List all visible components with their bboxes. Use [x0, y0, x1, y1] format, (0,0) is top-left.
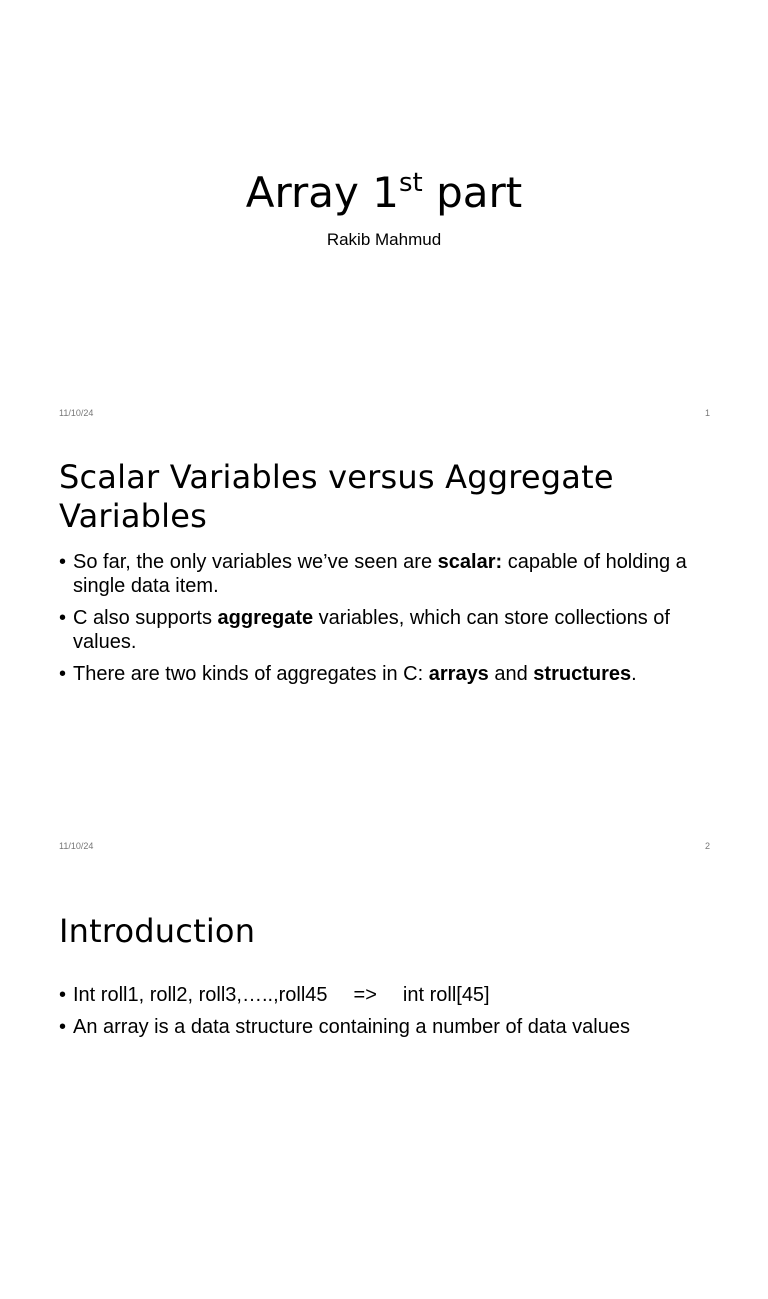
bullet-text: C also supports: [73, 607, 218, 629]
bullet-list: [59, 983, 729, 1047]
bullet-item: [59, 606, 729, 654]
slide-heading: Introduction: [59, 912, 256, 950]
bullet-bold-text: arrays: [428, 663, 489, 685]
bullet-item: [59, 550, 729, 598]
slide-heading: Scalar Variables versus Aggregate Variables: [59, 458, 614, 535]
bullet-text: and: [488, 663, 534, 685]
slide-introduction: [0, 866, 768, 1299]
title-superscript: st: [398, 168, 423, 198]
bullet-text: An array is a data structure containing a number of data values: [73, 1016, 630, 1038]
slide-date: 11/10/24: [59, 408, 94, 418]
title-text: Array 1: [245, 168, 399, 217]
slide-number: 2: [704, 841, 710, 851]
bullet-text: capable of holding a single data item.: [73, 551, 687, 597]
author-name: Rakib Mahmud: [326, 230, 442, 249]
bullet-bold-text: aggregate: [217, 607, 314, 629]
bullet-text: So far, the only variables we’ve seen are: [73, 551, 438, 573]
bullet-item: [59, 983, 729, 1007]
bullet-list: [59, 550, 729, 694]
bullet-bold-text: scalar:: [437, 551, 503, 573]
slide-date: 11/10/24: [59, 841, 94, 851]
arrow-text: =>: [353, 984, 377, 1006]
bullet-item: [59, 662, 729, 686]
bullet-text: int roll[45]: [402, 984, 490, 1006]
bullet-text: variables, which can store collections of values.: [73, 607, 670, 653]
slide-title: [0, 0, 768, 433]
bullet-text: .: [631, 663, 637, 685]
title-rest-text: part: [422, 168, 523, 217]
slide-title-heading: [0, 165, 768, 227]
bullet-text: There are two kinds of aggregates in C:: [73, 663, 429, 685]
bullet-item: [59, 1015, 729, 1039]
bullet-bold-text: structures: [533, 663, 632, 685]
slide-scalar-vs-aggregate: [0, 433, 768, 866]
bullet-text: Int roll1, roll2, roll3,…..,roll45: [73, 984, 328, 1006]
slide-number: 1: [704, 408, 710, 418]
